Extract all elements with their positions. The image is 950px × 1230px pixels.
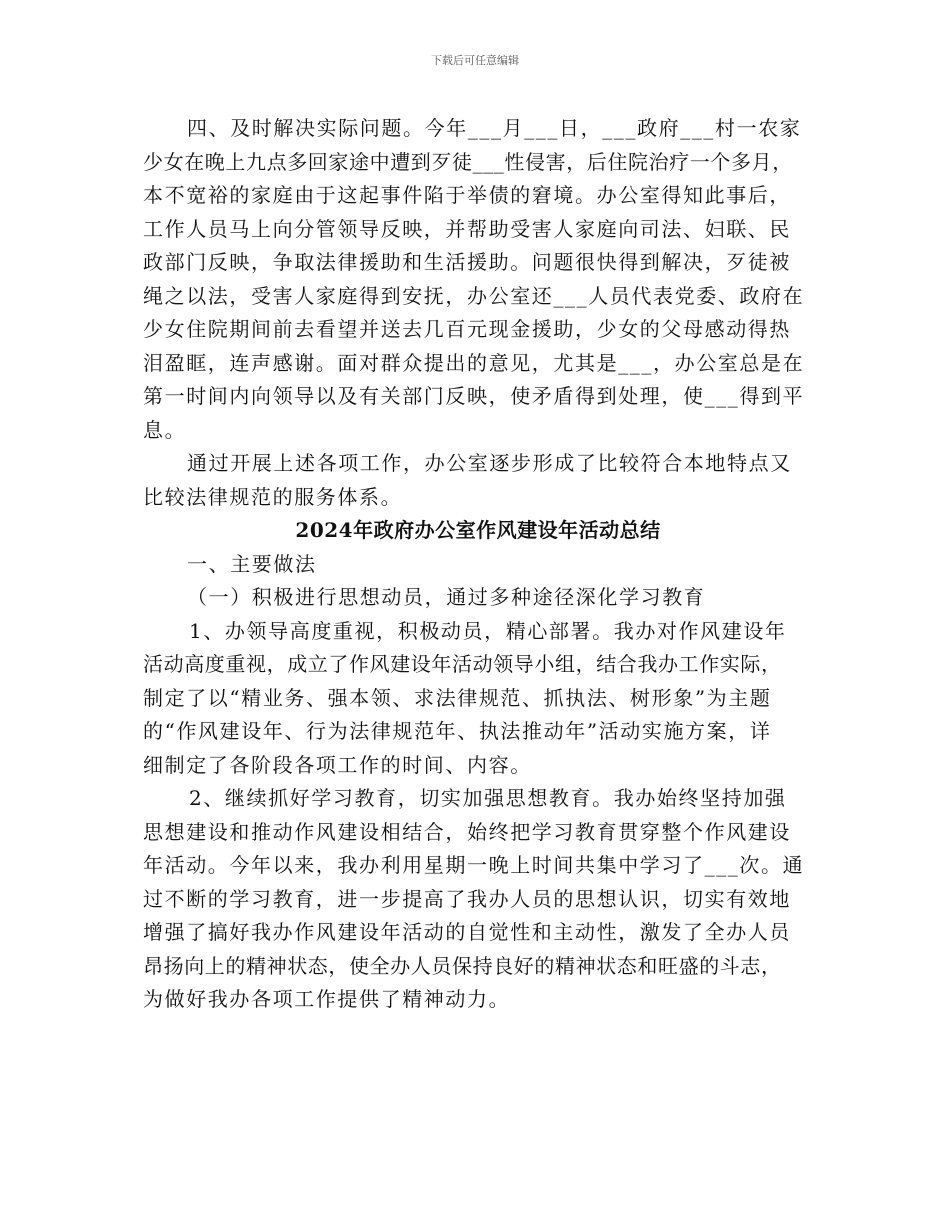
paragraph-line: 增强了搞好我办作风建设年活动的自觉性和主动性，激发了全办人员: [143, 920, 791, 944]
paragraph-line: 细制定了各阶段各项工作的时间、内容。: [143, 752, 532, 777]
paragraph-line: 1、办领导高度重视，积极动员，精心部署。我办对作风建设年: [189, 618, 787, 643]
paragraph-line: 过不断的学习教育，进一步提高了我办人员的思想认识，切实有效地: [143, 886, 791, 911]
conclusion-paragraph: [143, 447, 833, 514]
paragraph-line: 政部门反映，争取法律援助和生活援助。问题很快得到解决，歹徒被: [143, 250, 791, 274]
item-1-paragraph: [143, 615, 833, 783]
paragraph-line: 四、及时解决实际问题。今年___月___日，___政府___村一农家: [187, 116, 802, 140]
subsection-heading: （一）积极进行思想动员，通过多种途径深化学习教育: [187, 585, 706, 609]
paragraph-line: 年活动。今年以来，我办利用星期一晚上时间共集中学习了___次。通: [143, 853, 805, 877]
paragraph-line: 第一时间内向领导以及有关部门反映，使矛盾得到处理，使___得到平: [143, 384, 805, 408]
paragraph-line: 泪盈眶，连声感谢。面对群众提出的意见，尤其是___，办公室总是在: [143, 350, 805, 375]
paragraph-line: 的“作风建设年、行为法律规范年、执法推动年”活动实施方案，详: [143, 719, 772, 743]
paragraph-line: 2、继续抓好学习教育，切实加强思想教育。我办始终坚持加强: [189, 786, 787, 810]
paragraph-line: 本不宽裕的家庭由于这起事件陷于举债的窘境。办公室得知此事后，: [143, 183, 791, 207]
paragraph-line: 工作人员马上向分管领导反映，并帮助受害人家庭向司法、妇联、民: [143, 216, 791, 241]
paragraph-line: 昂扬向上的精神状态，使全办人员保持良好的精神状态和旺盛的斗志，: [143, 953, 782, 978]
paragraph-line: 为做好我办各项工作提供了精神动力。: [143, 987, 511, 1011]
section-4-paragraph: [143, 112, 833, 447]
paragraph-line: 思想建设和推动作风建设相结合，始终把学习教育贯穿整个作风建设: [143, 819, 791, 844]
paragraph-line: 息。: [143, 417, 187, 442]
document-body: [143, 112, 833, 1017]
section-heading: 一、主要做法: [187, 551, 317, 576]
paragraph-line: 绳之以法，受害人家庭得到安抚，办公室还___人员代表党委、政府在: [143, 283, 805, 308]
paragraph-line: 少女住院期间前去看望并送去几百元现金援助，少女的父母感动得热: [143, 317, 791, 341]
paragraph-line: 制定了以“精业务、强本领、求法律规范、抓执法、树形象”为主题: [143, 685, 772, 710]
paragraph-line: 活动高度重视，成立了作风建设年活动领导小组，结合我办工作实际，: [143, 652, 782, 676]
report-title: 2024年政府办公室作风建设年活动总结: [295, 518, 661, 542]
page-header: 下载后可任意编辑: [431, 54, 519, 67]
item-2-paragraph: [143, 782, 833, 1017]
paragraph-line: 比较法律规范的服务体系。: [143, 484, 403, 509]
paragraph-line: 少女在晚上九点多回家途中遭到歹徒___性侵害，后住院治疗一个多月，: [143, 149, 793, 174]
paragraph-line: 通过开展上述各项工作，办公室逐步形成了比较符合本地特点又: [187, 451, 792, 475]
